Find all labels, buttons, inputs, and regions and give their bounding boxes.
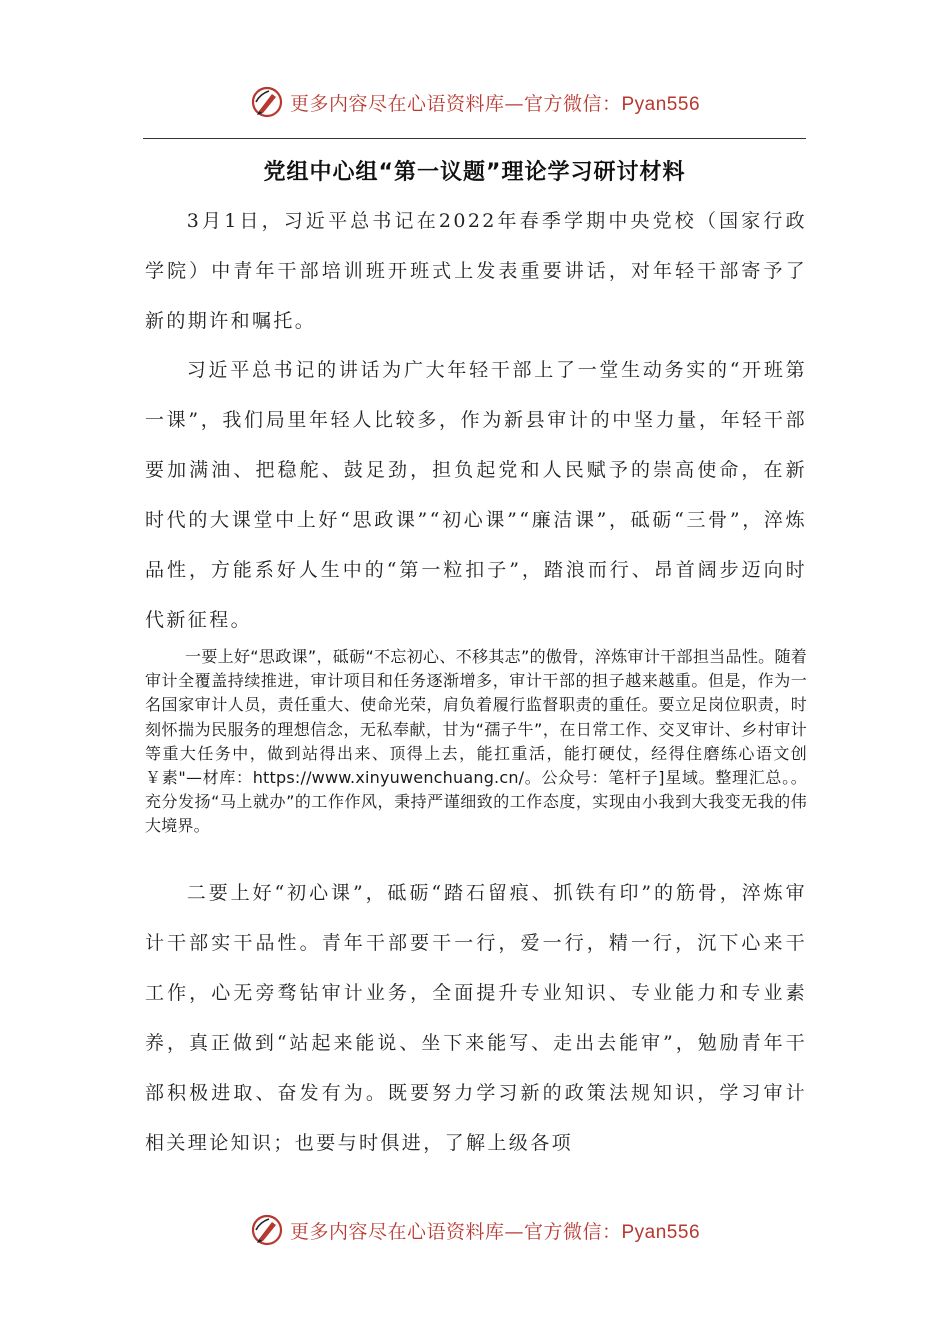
header-banner-text [290, 89, 700, 116]
pen-nib-logo-icon [250, 85, 284, 119]
header-banner [0, 82, 950, 122]
paragraph-second-point: 二要上好“初心课”，砥砺“踏石留痕、抓铁有印”的筋骨，淬炼审计干部实干品性。青年干部要干一行，爱一行，精一行，沉下心来干工作，心无旁骛钻审计业务，全面提升专业知识、专业能力和专业素养，真正做到“站起来能说、坐下来能写、走出去能审”，勉励青年干部积极进取、奋发有为。既要努力学习新的政策法规知识，学习审计相关理论知识；也要与时俱进，了解上级各项 [145, 882, 807, 1154]
header-wechat-id: Pyan556 [621, 93, 701, 115]
header-banner-main: 更多内容尽在心语资料库 [289, 92, 505, 115]
footer-wechat-label: 官方微信： [523, 1220, 622, 1243]
header-rule [143, 138, 806, 139]
paragraph-speech: 习近平总书记的讲话为广大年轻干部上了一堂生动务实的“开班第一课”，我们局里年轻人比较多，作为新县审计的中坚力量，年轻干部要加满油、把稳舵、鼓足劲，担负起党和人民赋予的崇高使命，在新时代的大课堂中上好“思政课”“初心课”“廉洁课”，砥砺“三骨”，淬炼品性，方能系好人生中的“第一粒扣子”，踏浪而行、昂首阔步迈向时代新征程。 [145, 359, 807, 631]
footer-banner-sep: — [504, 1220, 524, 1243]
page-title: 党组中心组“第一议题”理论学习研讨材料 [263, 160, 686, 185]
header-wechat-label: 官方微信： [523, 92, 622, 115]
footer-wechat-id: Pyan556 [621, 1221, 701, 1243]
footer-banner-main: 更多内容尽在心语资料库 [289, 1220, 505, 1243]
footer-banner-text [290, 1217, 700, 1244]
pen-nib-logo-icon [250, 1213, 284, 1247]
paragraph-first-point: 一要上好“思政课”，砥砺“不忘初心、不移其志”的傲骨，淬炼审计干部担当品性。随着审计全覆盖持续推进，审计项目和任务逐渐增多，审计干部的担子越来越重。但是，作为一名国家审计人员，责任重大、使命光荣，肩负着履行监督职责的重任。要立足岗位职责，时刻怀揣为民服务的理想信念，无私奉献，甘为“孺子牛”，在日常工作、交叉审计、乡村审计等重大任务中，做到站得出来、顶得上去，能扛重活，能打硬仗，经得住磨练心语文创￥素"—材库：https://www.xinyuwenchuang.cn/。公众号：笔杆子]星域。整理汇总。。充分发扬“马上就办”的工作作风，秉持严谨细致的工作态度，实现由小我到大我变无我的伟大境界。 [145, 647, 807, 836]
header-banner-sep: — [504, 92, 524, 115]
footer-banner [0, 1210, 950, 1250]
paragraph-intro: 3月1日，习近平总书记在2022年春季学期中央党校（国家行政学院）中青年干部培训班开班式上发表重要讲话，对年轻干部寄予了新的期许和嘱托。 [145, 210, 807, 332]
